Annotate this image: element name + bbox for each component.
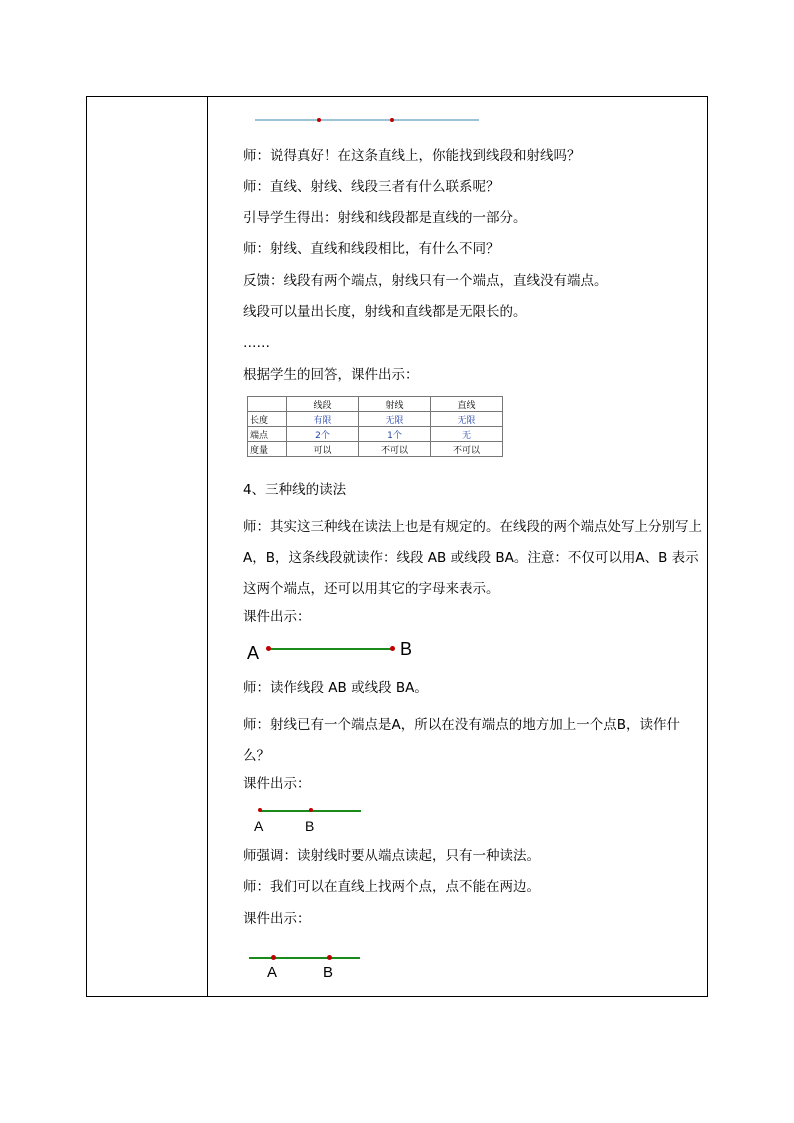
line-point-b xyxy=(327,955,332,960)
paragraph: 师：读作线段 AB 或线段 BA。 xyxy=(243,680,428,696)
paragraph: 师：其实这三种线在读法上也是有规定的。在线段的两个端点处写上分别写上A，B，这条线段就读作：线段 AB 或线段 BA。注意：不仅可以用A、B 表示这两个端点，还可以用其它的字母来表示。 xyxy=(243,519,702,597)
top-line-point-1 xyxy=(317,118,321,122)
left-column xyxy=(87,97,208,996)
line-point-a xyxy=(271,955,276,960)
paragraph: 课件出示： xyxy=(243,776,311,792)
table-cell: 不可以 xyxy=(359,442,431,457)
table-cell: 无限 xyxy=(359,412,431,427)
segment-point-a xyxy=(266,646,271,651)
segment-label-a: A xyxy=(247,643,260,663)
segment-point-b xyxy=(390,646,395,651)
paragraph: 课件出示： xyxy=(243,911,311,927)
table-header-cell: 射线 xyxy=(359,397,431,412)
table-row xyxy=(248,412,503,427)
paragraph: 引导学生得出：射线和线段都是直线的一部分。 xyxy=(243,210,527,226)
paragraph: 师：直线、射线、线段三者有什么联系呢？ xyxy=(243,179,500,195)
line-label-b: B xyxy=(323,964,334,981)
table-row-header: 度量 xyxy=(248,442,287,457)
paragraph: 课件出示： xyxy=(243,609,311,625)
table-cell: 1个 xyxy=(359,427,431,442)
paragraph: 师：射线已有一个端点是A，所以在没有端点的地方加上一个点B，读作什么？ xyxy=(243,717,680,764)
table-cell xyxy=(248,397,287,412)
paragraph: 反馈：线段有两个端点，射线只有一个端点，直线没有端点。 xyxy=(243,273,608,289)
table-cell: 有限 xyxy=(287,412,359,427)
table-header-row xyxy=(248,397,503,412)
table-row-header: 端点 xyxy=(248,427,287,442)
table-cell: 2个 xyxy=(287,427,359,442)
table-header-cell: 线段 xyxy=(287,397,359,412)
table-cell: 可以 xyxy=(287,442,359,457)
ray-label-b: B xyxy=(305,818,315,834)
table-row-header: 长度 xyxy=(248,412,287,427)
segment-figure xyxy=(269,648,393,650)
line-figure xyxy=(249,957,360,959)
top-line-point-2 xyxy=(390,118,394,122)
top-line-figure xyxy=(255,119,479,121)
lesson-table xyxy=(86,96,708,997)
table-row xyxy=(248,442,503,457)
paragraph: 线段可以量出长度，射线和直线都是无限长的。 xyxy=(243,304,527,320)
ray-label-a: A xyxy=(254,818,264,834)
comparison-table xyxy=(247,396,503,457)
table-cell: 无 xyxy=(431,427,503,442)
paragraph: 师：射线、直线和线段相比，有什么不同？ xyxy=(243,241,500,257)
ray-point-a xyxy=(258,808,262,812)
paragraph: …… xyxy=(243,335,270,351)
table-cell: 无限 xyxy=(431,412,503,427)
table-header-cell: 直线 xyxy=(431,397,503,412)
paragraph: 师：说得真好！在这条直线上，你能找到线段和射线吗？ xyxy=(243,148,581,164)
section-heading: 4、三种线的读法 xyxy=(243,482,347,498)
paragraph: 师：我们可以在直线上找两个点，点不能在两边。 xyxy=(243,879,540,895)
ray-point-b xyxy=(309,808,313,812)
table-cell: 不可以 xyxy=(431,442,503,457)
table-row xyxy=(248,427,503,442)
line-label-a: A xyxy=(267,964,278,981)
content-column xyxy=(209,97,707,996)
paragraph: 根据学生的回答，课件出示： xyxy=(243,367,419,383)
segment-label-b: B xyxy=(400,639,413,659)
paragraph: 师强调：读射线时要从端点读起，只有一种读法。 xyxy=(243,848,540,864)
